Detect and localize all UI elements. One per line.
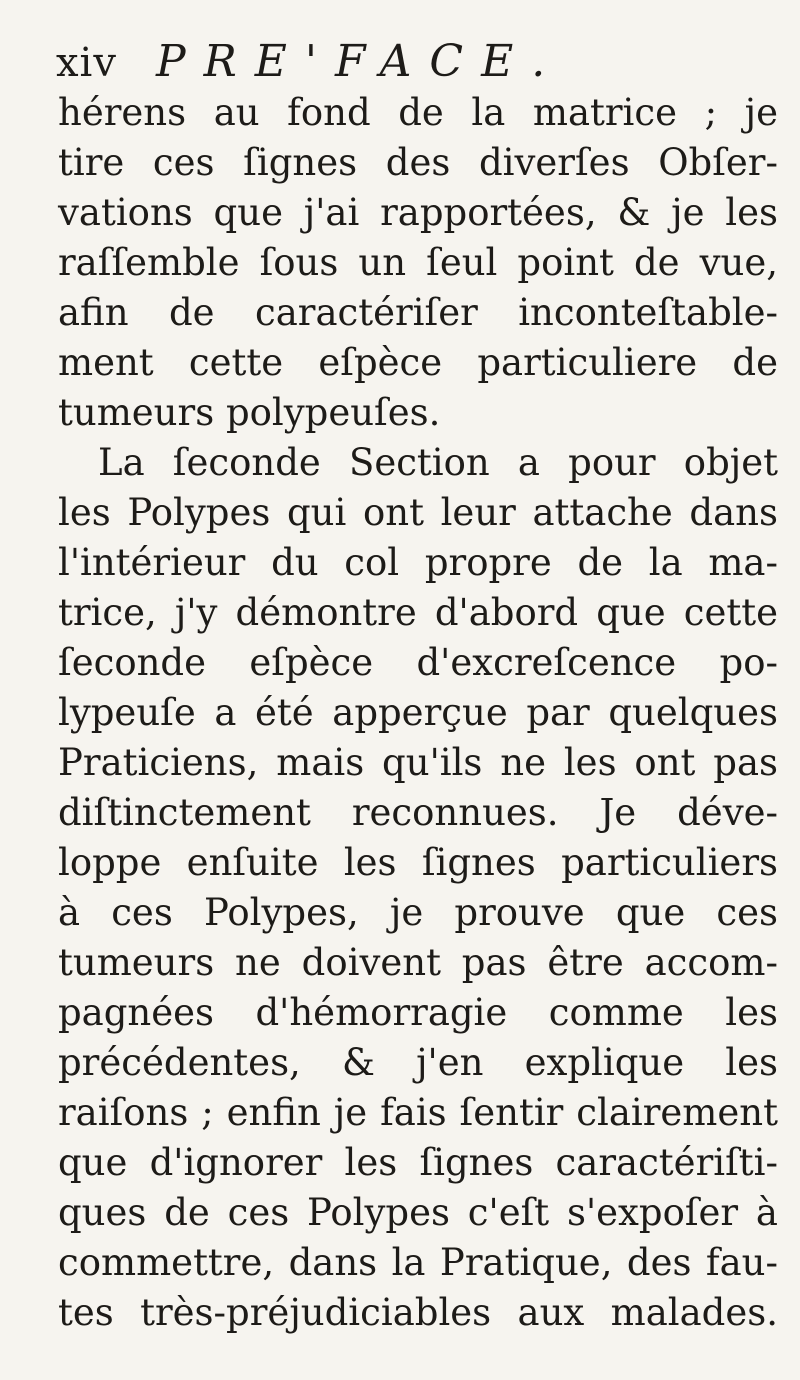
text-line: lypeuſe a été apperçue par quelques (58, 691, 778, 734)
text-line: trice, j'y démontre d'abord que cette (58, 591, 778, 634)
text-line: les Polypes qui ont leur attache dans (58, 491, 778, 534)
text-line: pagnées d'hémorragie comme les (58, 991, 778, 1034)
text-line: vations que j'ai rapportées, & je les (58, 191, 778, 234)
text-line: précédentes, & j'en explique les (58, 1041, 778, 1084)
text-line: l'intérieur du col propre de la ma- (58, 541, 778, 584)
text-line: hérens au fond de la matrice ; je (58, 91, 778, 134)
text-line: tire ces ſignes des diverſes Obſer- (58, 141, 778, 184)
text-line: ſeconde eſpèce d'excreſcence po- (58, 641, 778, 684)
page-number: xiv (56, 40, 117, 86)
running-head (56, 36, 563, 96)
text-line: commettre, dans la Pratique, des fau- (58, 1241, 778, 1284)
text-line: que d'ignorer les ſignes caractériſti- (58, 1141, 778, 1184)
text-line: tumeurs polypeuſes. (58, 391, 441, 434)
text-line: La ſeconde Section a pour objet (98, 441, 778, 484)
text-line: tumeurs ne doivent pas être accom- (58, 941, 778, 984)
text-line: diſtinctement reconnues. Je déve- (58, 791, 778, 834)
text-line: afin de caractériſer inconteſtable- (58, 291, 778, 334)
text-line: ques de ces Polypes c'eſt s'expoſer à (58, 1191, 778, 1234)
text-line: loppe enſuite les ſignes particuliers (58, 841, 778, 884)
text-line: raiſons ; enfin je fais ſentir clairement (58, 1091, 778, 1134)
text-line: à ces Polypes, je prouve que ces (58, 891, 778, 934)
text-line: raſſemble ſous un ſeul point de vue, (58, 241, 778, 284)
text-line: tes très-préjudiciables aux malades. (58, 1291, 778, 1334)
body-text (58, 88, 778, 1338)
running-title: PRE'FACE. (156, 36, 564, 87)
text-line: Praticiens, mais qu'ils ne les ont pas (58, 741, 778, 784)
text-line: ment cette eſpèce particuliere de (58, 341, 778, 384)
